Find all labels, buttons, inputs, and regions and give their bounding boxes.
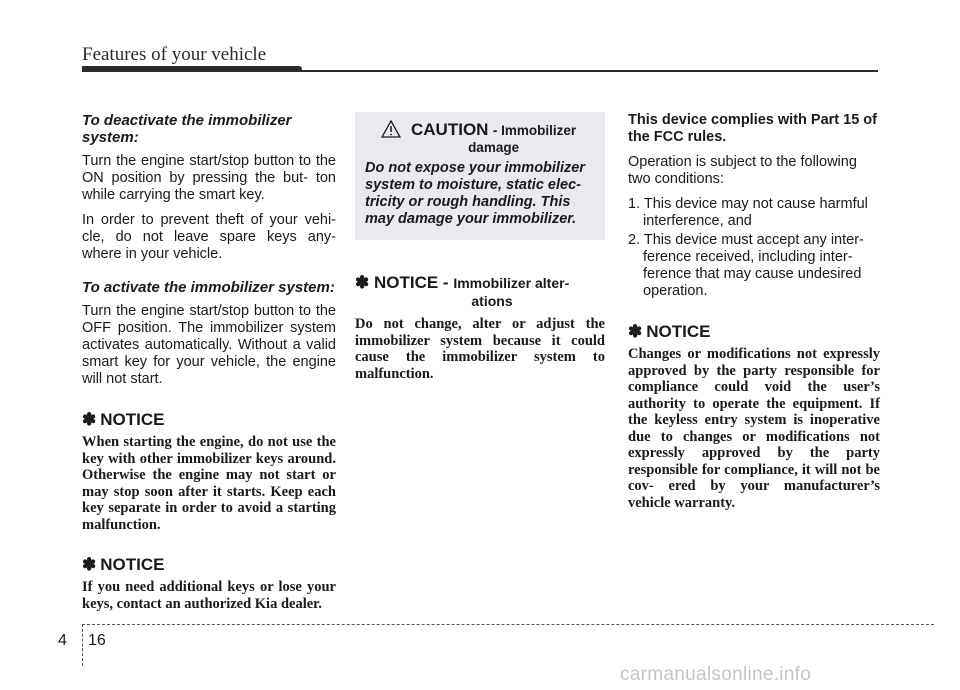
- column-middle: [355, 112, 605, 390]
- notice-text-1: When starting the engine, do not use the key with other immobilizer keys around. Otherwise the engine may not start or may stop soon after it starts. Keep each key separate in order to avoid a starting malfunction.: [82, 434, 336, 533]
- activate-paragraph: Turn the engine start/stop button to the OFF position. The immobilizer system activates automatically. Without a valid smart key for your vehicle, the engine will not start.: [82, 303, 336, 387]
- notice-subtitle: Immobilizer alter-: [453, 275, 570, 291]
- list-item: 2. This device must accept any inter- ference received, including inter- ference that may cause undesired operation.: [628, 232, 864, 299]
- deactivate-heading: To deactivate the immobilizer system:: [82, 112, 292, 146]
- fcc-heading: This device complies with Part 15 of the FCC rules.: [628, 112, 877, 145]
- footer-divider: [82, 624, 83, 666]
- notice-heading-1: [82, 410, 336, 430]
- page-header-title: Features of your vehicle: [82, 44, 267, 65]
- notice-heading-4: [628, 322, 880, 342]
- notice-text-4: Changes or modifications not expressly approved by the party responsible for compliance could void the user’s authority to operate the equipment. If the keyless entry system is inoperative due to changes or modifications not expressly approved by the party responsible for compliance, it will not be cov- ered by your manufacturer’s vehicle warranty.: [628, 346, 880, 511]
- caution-heading: [365, 120, 597, 155]
- column-left: [82, 112, 336, 620]
- deactivate-paragraph-1: Turn the engine start/stop button to the ON position by pressing the but- ton while carrying the smart key.: [82, 153, 336, 203]
- caution-word: CAUTION: [411, 120, 489, 139]
- page-number: 16: [88, 632, 106, 649]
- caution-box: [355, 112, 605, 240]
- notice-subtitle-cont: ations: [471, 293, 513, 309]
- notice-label: NOTICE -: [373, 273, 449, 292]
- warning-triangle-icon: [381, 120, 403, 143]
- footer-rule: [82, 624, 934, 625]
- notice-heading-2: [82, 555, 336, 575]
- caution-text: Do not expose your immobilizer system to moisture, static elec- tricity or rough handling. This may damage your immobilizer.: [365, 160, 585, 227]
- list-item: 1. This device may not cause harmful interference, and: [628, 196, 868, 229]
- section-number: 4: [58, 632, 67, 649]
- notice-text-2: If you need additional keys or lose your keys, contact an authorized Kia dealer.: [82, 579, 336, 612]
- activate-heading: To activate the immobilizer system:: [82, 279, 335, 296]
- deactivate-paragraph-2: In order to prevent theft of your vehi- cle, do not leave spare keys any- where in your vehicle.: [82, 212, 336, 262]
- fcc-paragraph: Operation is subject to the following two conditions:: [628, 154, 857, 187]
- watermark: carmanualsonline.info: [620, 664, 812, 685]
- notice-label: NOTICE: [100, 555, 165, 574]
- star-icon: ✽: [82, 410, 97, 429]
- notice-heading-3: [355, 274, 605, 310]
- column-right: [628, 112, 880, 519]
- header-bar: [82, 66, 302, 72]
- notice-label: NOTICE: [646, 322, 711, 341]
- conditions-list: [628, 196, 880, 300]
- notice-label: NOTICE: [100, 410, 165, 429]
- caution-subtitle: - Immobilizer: [492, 123, 577, 138]
- notice-text-3: Do not change, alter or adjust the immobilizer system because it could cause the immobilizer system to malfunction.: [355, 316, 605, 382]
- star-icon: ✽: [628, 322, 643, 341]
- caution-subtitle-cont: damage: [468, 140, 520, 155]
- star-icon: ✽: [82, 555, 97, 574]
- star-icon: ✽: [355, 273, 374, 292]
- header-rule: [300, 70, 878, 72]
